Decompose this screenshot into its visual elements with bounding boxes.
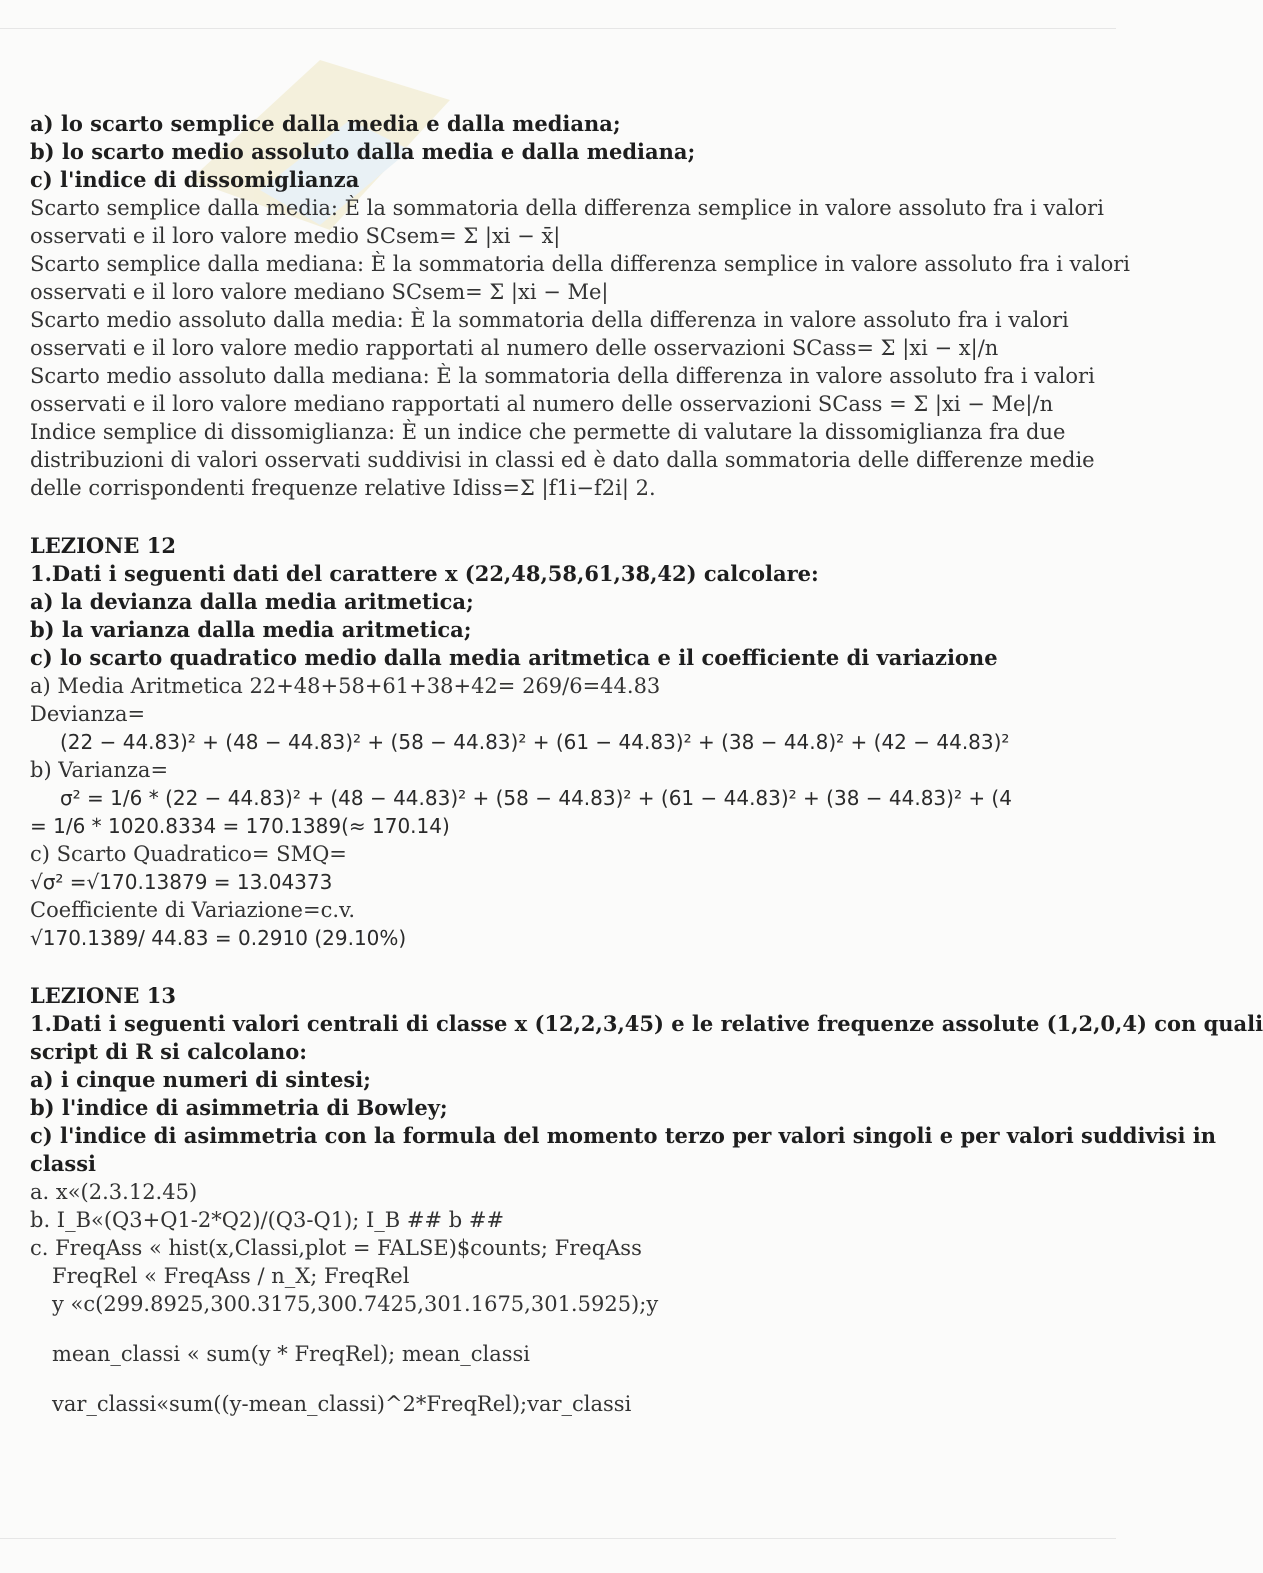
answer-c: c. FreqAss « hist(x,Classi,plot = FALSE)$counts; FreqAss — [30, 1236, 642, 1260]
code-line: y «c(299.8925,300.3175,300.7425,301.1675,301.5925);y — [52, 1292, 659, 1316]
definition-line: Scarto medio assoluto dalla mediana: È la sommatoria della differenza in valore assoluto fra i valori — [30, 364, 1095, 388]
cv-label: Coefficiente di Variazione=c.v. — [30, 898, 356, 922]
code-line: FreqRel « FreqAss / n_X; FreqRel — [52, 1264, 410, 1288]
lezione-13-question-cont: script di R si calcolano: — [30, 1039, 307, 1064]
intro-section — [30, 110, 1130, 502]
lezione-12-question-a: a) la devianza dalla media aritmetica; — [30, 589, 474, 614]
devianza-formula: (22 − 44.83)² + (48 − 44.83)² + (58 − 44.83)² + (61 − 44.83)² + (38 − 44.8)² + (42 − 44.83)² — [60, 730, 1010, 754]
lezione-13-heading: LEZIONE 13 — [30, 983, 176, 1008]
lezione-12-question-b: b) la varianza dalla media aritmetica; — [30, 617, 472, 642]
scarto-label: c) Scarto Quadratico= SMQ= — [30, 842, 347, 866]
intro-question-a: a) lo scarto semplice dalla media e dalla mediana; — [30, 111, 621, 136]
varianza-result: = 1/6 * 1020.8334 = 170.1389(≈ 170.14) — [30, 814, 450, 838]
answer-b: b. I_B«(Q3+Q1-2*Q2)/(Q3-Q1); I_B ## b ## — [30, 1208, 505, 1232]
code-line: mean_classi « sum(y * FreqRel); mean_classi — [52, 1342, 531, 1366]
answer-a: a. x«(2.3.12.45) — [30, 1180, 198, 1204]
bottom-divider — [0, 1538, 1116, 1539]
lezione-13-question-b: b) l'indice di asimmetria di Bowley; — [30, 1095, 448, 1120]
document-body — [30, 110, 1263, 1418]
lezione-12-heading: LEZIONE 12 — [30, 533, 176, 558]
lezione-13-question-a: a) i cinque numeri di sintesi; — [30, 1067, 371, 1092]
cv-formula: √170.1389/ 44.83 = 0.2910 (29.10%) — [30, 926, 407, 950]
varianza-label: b) Varianza= — [30, 758, 169, 782]
definition-line: delle corrispondenti frequenze relative Idiss=Σ |f1i−f2i| 2. — [30, 476, 656, 500]
lezione-13-question: 1.Dati i seguenti valori centrali di classe x (12,2,3,45) e le relative frequenze assolute (1,2,0,4) con quali — [30, 1011, 1263, 1036]
definition-line: Indice semplice di dissomiglianza: È un indice che permette di valutare la dissomiglianza fra due — [30, 420, 1066, 444]
definition-line: osservati e il loro valore mediano SCsem= Σ |xi − Me| — [30, 280, 609, 304]
code-line: var_classi«sum((y-mean_classi)^2*FreqRel);var_classi — [52, 1392, 632, 1416]
lezione-12-question: 1.Dati i seguenti dati del carattere x (22,48,58,61,38,42) calcolare: — [30, 561, 819, 586]
intro-question-b: b) lo scarto medio assoluto dalla media e dalla mediana; — [30, 139, 696, 164]
scarto-formula: √σ² =√170.13879 = 13.04373 — [30, 870, 333, 894]
lezione-13-question-c: c) l'indice di asimmetria con la formula del momento terzo per valori singoli e per valori suddivisi in — [30, 1123, 1216, 1148]
lezione-13-section — [30, 982, 1263, 1418]
lezione-12-section — [30, 532, 1110, 952]
definition-line: distribuzioni di valori osservati suddivisi in classi ed è dato dalla sommatoria delle differenze medie — [30, 448, 1095, 472]
definition-line: Scarto semplice dalla mediana: È la sommatoria della differenza semplice in valore assoluto fra i valori — [30, 252, 1130, 276]
definition-line: Scarto semplice dalla media: È la sommatoria della differenza semplice in valore assoluto fra i valori — [30, 196, 1104, 220]
definition-line: osservati e il loro valore mediano rapportati al numero delle osservazioni SCass = Σ |xi − Me|/n — [30, 392, 1054, 416]
lezione-12-question-c: c) lo scarto quadratico medio dalla media aritmetica e il coefficiente di variazione — [30, 645, 998, 670]
definition-line: osservati e il loro valore medio SCsem= Σ |xi − x̄| — [30, 224, 561, 248]
varianza-formula: σ² = 1/6 * (22 − 44.83)² + (48 − 44.83)² + (58 − 44.83)² + (61 − 44.83)² + (38 − 44.83)² + (4 — [60, 786, 1012, 810]
lezione-13-question-c-cont: classi — [30, 1151, 96, 1176]
definition-line: Scarto medio assoluto dalla media: È la sommatoria della differenza in valore assoluto fra i valori — [30, 308, 1069, 332]
media-line: a) Media Aritmetica 22+48+58+61+38+42= 269/6=44.83 — [30, 674, 661, 698]
devianza-label: Devianza= — [30, 702, 146, 726]
intro-question-c: c) l'indice di dissomiglianza — [30, 167, 360, 192]
definition-line: osservati e il loro valore medio rapportati al numero delle osservazioni SCass= Σ |xi − x|/n — [30, 336, 999, 360]
top-divider — [0, 28, 1116, 29]
